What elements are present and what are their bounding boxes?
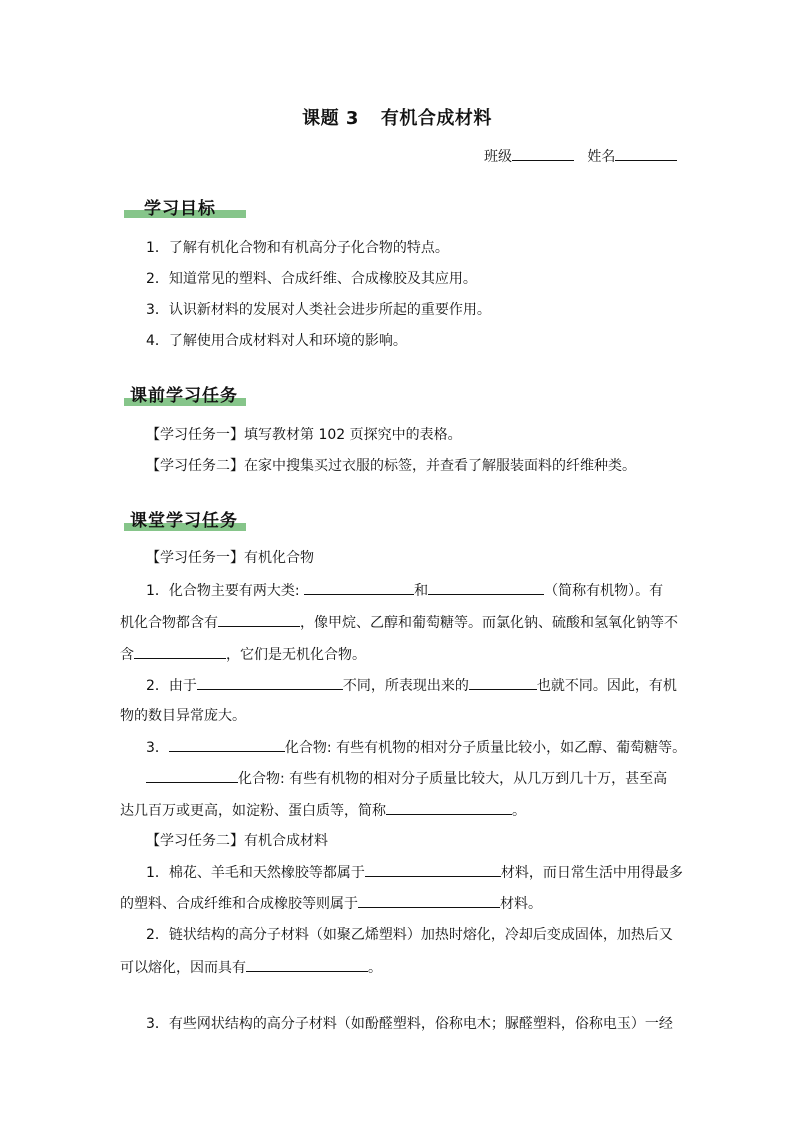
task-title: 【学习任务二】有机合成材料	[146, 833, 328, 849]
fill-blank[interactable]	[428, 580, 544, 595]
class-label: 班级	[484, 149, 512, 165]
page-title	[0, 104, 794, 130]
objective-item: 4．了解使用合成材料对人和环境的影响。	[146, 333, 407, 349]
task-title: 【学习任务一】有机化合物	[146, 550, 314, 566]
fill-blank[interactable]	[169, 737, 285, 752]
section-heading-objectives: 学习目标	[124, 194, 216, 219]
question-line: 可以熔化，因而具有 。	[120, 957, 680, 978]
objective-item: 3．认识新材料的发展对人类社会进步所起的重要作用。	[146, 302, 491, 318]
section-heading-preclass: 课前学习任务	[124, 381, 238, 406]
name-blank[interactable]	[615, 146, 677, 161]
fill-blank[interactable]	[358, 893, 500, 908]
class-blank[interactable]	[512, 146, 574, 161]
name-label: 姓名	[587, 149, 616, 165]
fill-blank[interactable]	[304, 580, 414, 595]
question-line: 含 ，它们是无机化合物。	[120, 644, 680, 665]
question-line: 机化合物都含有 ，像甲烷、乙醇和葡萄糖等。而氯化钠、硫酸和氢氧化钠等不	[120, 612, 680, 633]
question-line: 达几百万或更高，如淀粉、蛋白质等，简称 。	[120, 800, 680, 821]
fill-blank[interactable]	[386, 800, 512, 815]
objective-item: 1．了解有机化合物和有机高分子化合物的特点。	[146, 240, 449, 256]
lesson-title: 有机合成材料	[380, 108, 492, 129]
lesson-number: 课题 3	[302, 108, 359, 129]
question-line: 3．有些网状结构的高分子材料（如酚醛塑料，俗称电木；脲醛塑料，俗称电玉）一经	[146, 1016, 673, 1032]
section-heading-inclass: 课堂学习任务	[124, 506, 238, 531]
preclass-task: 【学习任务一】填写教材第 102 页探究中的表格。	[146, 427, 462, 443]
question-line: 2．由于 不同，所表现出来的 也就不同。因此，有机	[146, 675, 706, 696]
question-line: 2．链状结构的高分子材料（如聚乙烯塑料）加热时熔化，冷却后变成固体，加热后又	[146, 927, 673, 943]
preclass-task: 【学习任务二】在家中搜集买过衣服的标签，并查看了解服装面料的纤维种类。	[146, 458, 636, 474]
fill-blank[interactable]	[218, 612, 300, 627]
fill-blank[interactable]	[197, 675, 343, 690]
question-line: 3． 化合物: 有些有机物的相对分子质量比较小，如乙醇、葡萄糖等。	[146, 737, 706, 758]
question-line: 1．化合物主要有两大类: 和 （简称有机物）。有	[146, 580, 706, 601]
question-line: 化合物: 有些有机物的相对分子质量比较大，从几万到几十万，甚至高	[146, 768, 706, 789]
question-line: 物的数目异常庞大。	[120, 708, 246, 724]
fill-blank[interactable]	[246, 957, 368, 972]
fill-blank[interactable]	[134, 644, 226, 659]
question-line: 1．棉花、羊毛和天然橡胶等都属于 材料，而日常生活中用得最多	[146, 862, 706, 883]
fill-blank[interactable]	[146, 768, 238, 783]
student-info	[484, 146, 677, 166]
objective-item: 2．知道常见的塑料、合成纤维、合成橡胶及其应用。	[146, 271, 477, 287]
question-line: 的塑料、合成纤维和合成橡胶等则属于 材料。	[120, 893, 680, 914]
fill-blank[interactable]	[365, 862, 501, 877]
fill-blank[interactable]	[469, 675, 537, 690]
